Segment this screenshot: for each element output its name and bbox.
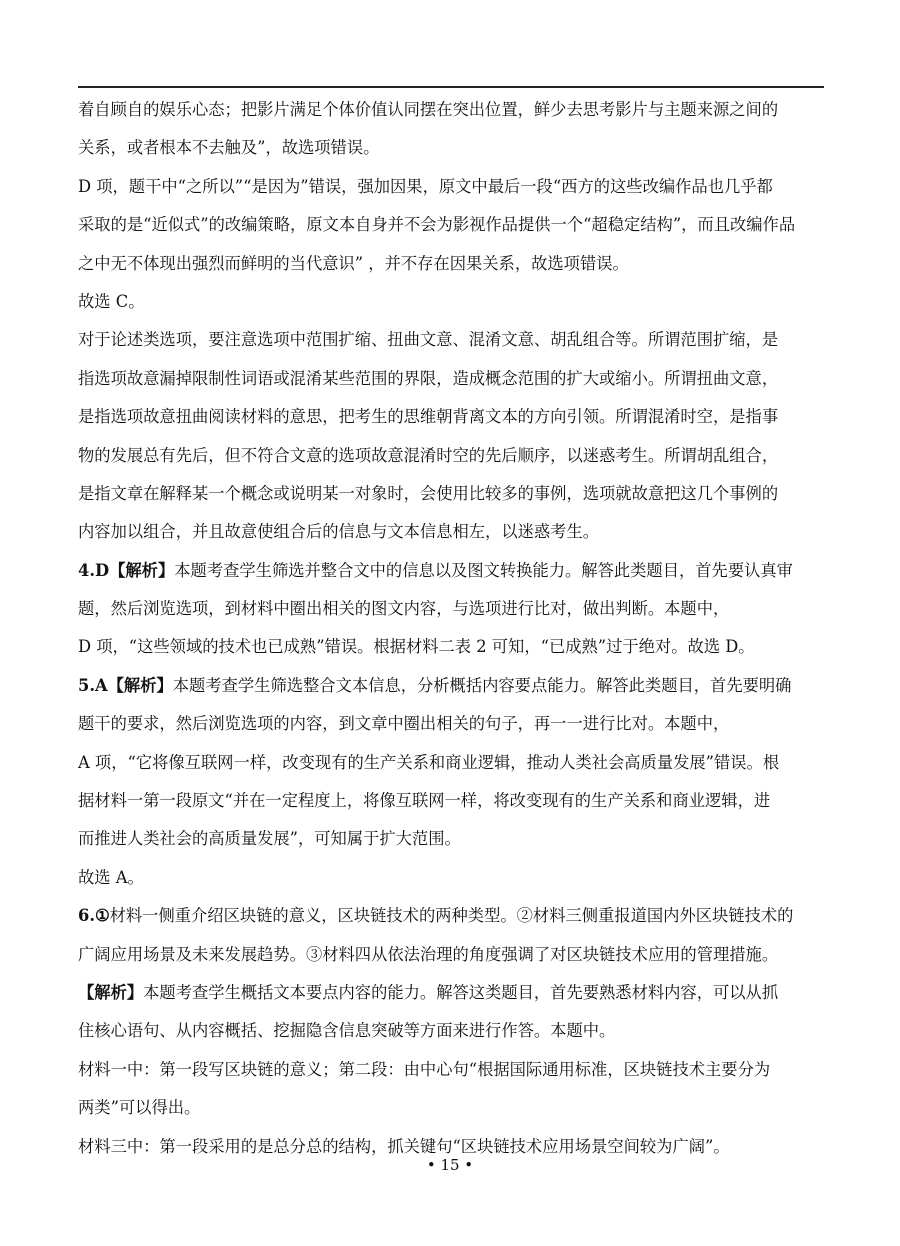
page-number: • 15 • <box>426 1156 474 1174</box>
line-text: 之中无不体现出强烈而鲜明的当代意识” ，并不存在因果关系，故选项错误。 <box>78 253 629 273</box>
line-text: 题干的要求，然后浏览选项的内容，到文章中圈出相关的句子，再一一进行比对。本题中， <box>78 714 730 734</box>
line-text: 是指文章在解释某一个概念或说明某一对象时，会使用比较多的事例，选项就故意把这几个事例的 <box>78 483 779 503</box>
text-line <box>78 398 824 436</box>
text-line <box>78 1051 824 1089</box>
line-text: 是指选项故意扭曲阅读材料的意思，把考生的思维朝背离文本的方向引领。所谓混淆时空，是指事 <box>78 407 779 427</box>
answer-label: 5.A【解析】 <box>78 675 173 695</box>
text-line <box>78 936 824 974</box>
line-text: D 项，题干中“之所以”“是因为”错误，强加因果，原文中最后一段“西方的这些改编作品也几乎都 <box>78 176 773 196</box>
text-line <box>78 206 824 244</box>
line-text: 两类”可以得出。 <box>78 1098 201 1118</box>
line-text: 本题考查学生概括文本要点内容的能力。解答这类题目，首先要熟悉材料内容，可以从抓 <box>143 982 779 1002</box>
text-line <box>78 667 824 705</box>
line-text: 故选 C。 <box>78 291 145 311</box>
text-line <box>78 321 824 359</box>
line-text: 材料一中：第一段写区块链的意义；第二段：由中心句“根据国际通用标准，区块链技术主要分为 <box>78 1059 771 1079</box>
line-text: 题，然后浏览选项，到材料中圈出相关的图文内容，与选项进行比对，做出判断。本题中， <box>78 599 730 619</box>
document-body <box>78 91 824 1166</box>
header-rule <box>78 86 824 88</box>
text-line <box>78 1012 824 1050</box>
text-line <box>78 974 824 1012</box>
answer-label: 6.① <box>78 906 110 926</box>
line-text: 故选 A。 <box>78 867 144 887</box>
line-text: 采取的是“近似式”的改编策略，原文本自身并不会为影视作品提供一个“超稳定结构”，而且改编作品 <box>78 215 796 235</box>
text-line <box>78 744 824 782</box>
text-line <box>78 475 824 513</box>
line-text: 着自顾自的娱乐心态；把影片满足个体价值认同摆在突出位置，鲜少去思考影片与主题来源之间的 <box>78 100 779 119</box>
line-text: D 项，“这些领域的技术也已成熟”错误。根据材料二表 2 可知，“已成熟”过于绝对。故选 D。 <box>78 637 755 657</box>
text-line <box>78 283 824 321</box>
text-line <box>78 1089 824 1127</box>
line-text: 内容加以组合，并且故意使组合后的信息与文本信息相左，以迷惑考生。 <box>78 522 600 542</box>
line-text: 本题考查学生筛选整合文本信息，分析概括内容要点能力。解答此类题目，首先要明确 <box>172 675 792 695</box>
line-text: 据材料一第一段原文“并在一定程度上，将像互联网一样，将改变现有的生产关系和商业逻辑，进 <box>78 791 771 811</box>
line-text: 材料一侧重介绍区块链的意义，区块链技术的两种类型。②材料三侧重报道国内外区块链技术的 <box>109 906 794 926</box>
text-line <box>78 360 824 398</box>
text-line <box>78 129 824 167</box>
text-line <box>78 782 824 820</box>
answer-label: 【解析】 <box>78 982 144 1002</box>
line-text: 本题考查学生筛选并整合文中的信息以及图文转换能力。解答此类题目，首先要认真审 <box>174 560 793 580</box>
answer-label: 4.D【解析】 <box>78 560 175 580</box>
text-line <box>78 437 824 475</box>
text-line <box>78 859 824 897</box>
line-text: 广阔应用场景及未来发展趋势。③材料四从依法治理的角度强调了对区块链技术应用的管理措施。 <box>78 944 779 964</box>
line-text: 物的发展总有先后，但不符合文意的选项故意混淆时空的先后顺序，以迷惑考生。所谓胡乱组合， <box>78 445 779 465</box>
line-text: 住核心语句、从内容概括、挖掘隐含信息突破等方面来进行作答。本题中。 <box>78 1021 616 1041</box>
text-line <box>78 168 824 206</box>
text-line <box>78 245 824 283</box>
line-text: 材料三中：第一段采用的是总分总的结构，抓关键句“区块链技术应用场景空间较为广阔”。 <box>78 1136 730 1156</box>
line-text: 而推进人类社会的高质量发展”，可知属于扩大范围。 <box>78 829 461 849</box>
text-line <box>78 897 824 935</box>
text-line <box>78 91 824 129</box>
line-text: 指选项故意漏掉限制性词语或混淆某些范围的界限，造成概念范围的扩大或缩小。所谓扭曲文意， <box>78 368 779 388</box>
line-text: 关系，或者根本不去触及”，故选项错误。 <box>78 138 380 158</box>
text-line <box>78 628 824 666</box>
line-text: A 项，“它将像互联网一样，改变现有的生产关系和商业逻辑，推动人类社会高质量发展”错误。根 <box>78 752 780 772</box>
text-line <box>78 552 824 590</box>
text-line <box>78 590 824 628</box>
text-line <box>78 820 824 858</box>
text-line <box>78 705 824 743</box>
line-text: 对于论述类选项，要注意选项中范围扩缩、扭曲文意、混淆文意、胡乱组合等。所谓范围扩缩，是 <box>78 330 779 350</box>
text-line <box>78 513 824 551</box>
